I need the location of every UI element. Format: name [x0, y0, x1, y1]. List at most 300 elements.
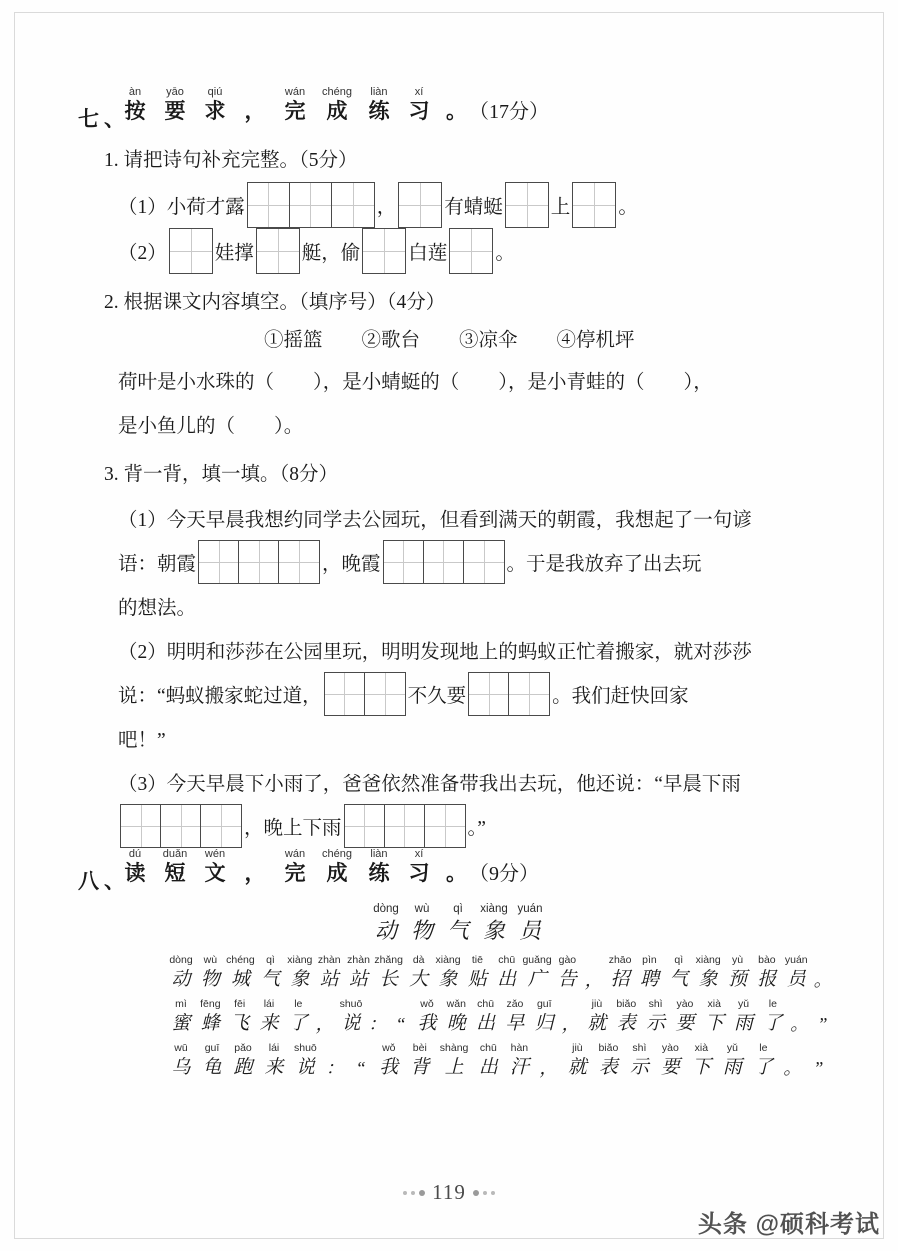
grid-cell[interactable]: [257, 229, 299, 273]
hanzi: 员: [786, 969, 806, 990]
pinyin: guī: [536, 998, 552, 1010]
hanzi: 站: [349, 969, 369, 990]
title-char: [242, 861, 268, 887]
hanzi: 完: [284, 100, 306, 123]
pinyin: bào: [758, 954, 776, 966]
pinyin: duǎn: [162, 848, 188, 860]
hanzi: 物: [410, 918, 433, 943]
hanzi: 按: [124, 100, 146, 123]
pinyin: biǎo: [598, 1042, 619, 1054]
pinyin: qì: [266, 954, 275, 966]
title-char: [282, 86, 308, 125]
passage-char: [597, 1041, 619, 1081]
hanzi: 背: [410, 1057, 430, 1078]
pinyin: àn: [128, 86, 142, 98]
title-char: [322, 848, 352, 887]
passage-char: [791, 997, 807, 1037]
pinyin: jiù: [572, 1042, 583, 1054]
pinyin: fēi: [234, 998, 246, 1010]
pinyin: chéng: [322, 848, 352, 860]
hanzi: ，: [584, 970, 603, 990]
passage-body: [78, 953, 838, 1081]
passage-char: [317, 997, 333, 1037]
title-char: [122, 848, 148, 887]
pinyin: qì: [453, 903, 463, 915]
passage-char: [690, 1041, 712, 1081]
line-text: 。: [618, 197, 638, 218]
passage-char: [294, 1041, 317, 1081]
grid-cell[interactable]: [385, 805, 425, 847]
passage-char: [815, 953, 831, 993]
answer-grid[interactable]: [247, 182, 375, 228]
passage-char: [259, 953, 281, 993]
pinyin: [592, 953, 595, 967]
hanzi: 要: [660, 1057, 680, 1078]
passage-char: [466, 953, 488, 993]
hanzi: 就: [587, 1013, 607, 1034]
pinyin: jiù: [591, 998, 603, 1010]
answer-grid[interactable]: [324, 672, 406, 716]
pinyin: pìn: [642, 954, 657, 966]
pinyin: xiàng: [480, 903, 508, 915]
hanzi: 我: [417, 1013, 437, 1034]
pinyin: [323, 997, 326, 1011]
pinyin: guǎng: [522, 954, 552, 966]
q7-3-2c: [118, 716, 838, 760]
hanzi: 雨: [734, 1013, 754, 1034]
pinyin: [821, 953, 824, 967]
hanzi: 大: [409, 969, 429, 990]
line-text: （2）: [118, 243, 167, 264]
hanzi: 上: [444, 1057, 464, 1078]
pinyin: [547, 1041, 550, 1055]
hanzi: ，: [315, 1014, 334, 1034]
passage-char: [586, 953, 602, 993]
hanzi: 贴: [467, 969, 487, 990]
passage-char: [815, 997, 831, 1037]
passage-char: [697, 953, 719, 993]
hanzi: 动: [374, 918, 397, 943]
answer-grid[interactable]: [198, 540, 320, 584]
pinyin: guī: [204, 1042, 220, 1054]
line-text: （1）今天早晨我想约同学去公园玩，但看到满天的朝霞，我想起了一句谚: [118, 510, 752, 531]
grid-cell[interactable]: [239, 541, 279, 583]
hanzi: 习: [408, 100, 430, 123]
q7-1-1: [118, 182, 838, 228]
pinyin: dòng: [373, 903, 399, 915]
hanzi: 出: [478, 1057, 498, 1078]
grid-cell[interactable]: [201, 805, 241, 847]
section-title-period: 。: [445, 862, 467, 885]
pinyin: xiàng: [435, 954, 461, 966]
grid-cell[interactable]: [332, 183, 374, 227]
passage-line-1: [170, 953, 838, 993]
line-text: 白莲: [408, 243, 448, 264]
hanzi: 来: [264, 1057, 284, 1078]
passage-char: [733, 997, 755, 1037]
hanzi: 聘: [639, 969, 659, 990]
passage-char: [353, 1041, 369, 1081]
passage-char: [199, 997, 221, 1037]
hanzi: 飞: [230, 1013, 250, 1034]
grid-cell[interactable]: [506, 183, 548, 227]
hanzi: 跑: [233, 1057, 253, 1078]
hanzi: “: [355, 1058, 366, 1078]
pinyin: wǒ: [420, 998, 434, 1010]
grid-cell[interactable]: [399, 183, 441, 227]
passage-char: [721, 1041, 743, 1081]
hanzi: 招: [610, 969, 630, 990]
hanzi: 蜜: [171, 1013, 191, 1034]
title-char: [406, 86, 432, 125]
passage-char: [318, 953, 340, 993]
passage-line-2: [170, 997, 838, 1037]
hanzi: 晚: [446, 1013, 466, 1034]
pinyin: lái: [268, 1042, 280, 1054]
answer-grid[interactable]: [120, 804, 242, 848]
grid-cell[interactable]: [363, 229, 405, 273]
hanzi: 成: [326, 862, 348, 885]
grid-cell[interactable]: [469, 673, 509, 715]
pinyin: zhǎng: [374, 954, 403, 966]
hanzi: 短: [164, 862, 186, 885]
hanzi: 象: [482, 918, 505, 943]
line-text: ，晚霞: [322, 554, 381, 575]
pinyin: dòng: [169, 954, 193, 966]
hanzi: 我: [379, 1057, 399, 1078]
pinyin: biǎo: [616, 998, 637, 1010]
grid-cell[interactable]: [248, 183, 290, 227]
answer-grid[interactable]: [344, 804, 466, 848]
hanzi: 完: [284, 862, 306, 885]
hanzi: 气: [669, 969, 689, 990]
line-text: 不久要: [407, 686, 467, 707]
section-score: （17分）: [468, 101, 549, 123]
hanzi: 习: [408, 862, 430, 885]
section-7-heading: [78, 86, 838, 132]
answer-grid[interactable]: [169, 228, 213, 274]
grid-cell[interactable]: [161, 805, 201, 847]
passage-char: [659, 1041, 681, 1081]
line-text: 娃撑: [214, 243, 254, 264]
grid-cell[interactable]: [509, 673, 549, 715]
hanzi: 气: [446, 918, 469, 943]
answer-grid[interactable]: [362, 228, 406, 274]
hanzi: 动: [171, 969, 191, 990]
hanzi: 预: [728, 969, 748, 990]
q7-3-2a: [118, 628, 838, 672]
pinyin: wù: [414, 903, 430, 915]
pinyin: xí: [414, 848, 424, 860]
footer-dots-left: [403, 1190, 425, 1196]
answer-grid[interactable]: [383, 540, 505, 584]
hanzi: 象: [438, 969, 458, 990]
passage-char: [416, 997, 438, 1037]
q7-3-1b: [118, 540, 838, 584]
page-footer: [0, 1180, 898, 1205]
pinyin: xiàng: [287, 954, 313, 966]
passage-char: [674, 997, 696, 1037]
hanzi: ：: [325, 1058, 344, 1078]
hanzi: 告: [557, 969, 577, 990]
pinyin: chū: [477, 998, 495, 1010]
pinyin: hàn: [510, 1042, 529, 1054]
grid-cell[interactable]: [464, 541, 504, 583]
hanzi: ，: [244, 862, 266, 885]
pinyin: chéng: [226, 954, 255, 966]
passage-char: [566, 1041, 588, 1081]
q7-3-3b: [118, 804, 838, 848]
pinyin: dà: [412, 954, 425, 966]
section-title-period: 。: [445, 100, 467, 123]
passage-char: [609, 953, 631, 993]
hanzi: 象: [698, 969, 718, 990]
page-content: [78, 86, 838, 1083]
passage-line-3: [170, 1041, 838, 1081]
hanzi: 求: [204, 100, 226, 123]
answer-grid[interactable]: [505, 182, 549, 228]
line-text: 吧！”: [118, 730, 166, 751]
hanzi: 了: [763, 1013, 783, 1034]
hanzi: 。: [813, 970, 832, 990]
passage-char: [762, 997, 784, 1037]
pinyin: [359, 1041, 362, 1055]
title-char: [202, 848, 228, 887]
footer-dots-right: [473, 1190, 495, 1196]
passage-char: [810, 1041, 826, 1081]
grid-cell[interactable]: [450, 229, 492, 273]
hanzi: 城: [230, 969, 250, 990]
pinyin: shuō: [294, 1042, 317, 1054]
hanzi: 。: [783, 1058, 802, 1078]
passage-char: [170, 953, 192, 993]
passage-char: [668, 953, 690, 993]
hanzi: ”: [817, 1014, 828, 1034]
q7-2-1: [118, 358, 838, 402]
hanzi: 出: [476, 1013, 496, 1034]
pinyin: fēng: [200, 998, 221, 1010]
answer-grid[interactable]: [256, 228, 300, 274]
q7-2-options: ①摇篮 ②歌台 ③凉伞 ④停机坪: [264, 330, 635, 351]
line-text: ，晚上下雨: [244, 818, 342, 839]
grid-cell[interactable]: [279, 541, 319, 583]
pinyin: yǔ: [738, 998, 750, 1010]
hanzi: 气: [260, 969, 280, 990]
pinyin: [798, 997, 801, 1011]
hanzi: 龟: [202, 1057, 222, 1078]
passage-char: [783, 1041, 801, 1081]
answer-grid[interactable]: [398, 182, 442, 228]
pinyin: yāo: [166, 86, 184, 98]
passage-title-char: [479, 902, 509, 945]
pinyin: lái: [263, 998, 275, 1010]
hanzi: 归: [534, 1013, 554, 1034]
q7-3-1c: [118, 584, 838, 628]
pinyin: le: [759, 1042, 768, 1054]
passage-char: [437, 953, 459, 993]
pinyin: wán: [284, 848, 306, 860]
passage-char: [326, 1041, 344, 1081]
grid-cell[interactable]: [325, 673, 365, 715]
hanzi: 就: [567, 1057, 587, 1078]
q7-3-3a: [118, 760, 838, 804]
pinyin: wù: [203, 954, 218, 966]
line-text: 荷叶是小水珠的（ ），是小蜻蜓的（ ），是小青蛙的（ ），: [118, 372, 713, 393]
pinyin: bèi: [412, 1042, 427, 1054]
grid-cell[interactable]: [199, 541, 239, 583]
grid-cell[interactable]: [573, 183, 615, 227]
title-char: [202, 86, 228, 125]
pinyin: qiú: [207, 86, 223, 98]
passage-title-char: [407, 902, 437, 945]
hanzi: 站: [319, 969, 339, 990]
pinyin: wǎn: [446, 998, 466, 1010]
passage-char: [756, 953, 778, 993]
pinyin: shì: [648, 998, 663, 1010]
hanzi: 要: [164, 100, 186, 123]
watermark: 头条 @硕科考试: [697, 1211, 880, 1238]
pinyin: [399, 997, 402, 1011]
page-number: 119: [432, 1180, 466, 1204]
pinyin: yào: [661, 1042, 679, 1054]
section-number: 八、: [78, 870, 130, 893]
line-text: 上: [550, 197, 571, 218]
hanzi: 练: [368, 100, 390, 123]
grid-cell[interactable]: [365, 673, 405, 715]
passage-char: [496, 953, 518, 993]
pinyin: wán: [284, 86, 306, 98]
pinyin: wū: [174, 1042, 188, 1054]
hanzi: 来: [259, 1013, 279, 1034]
pinyin: liàn: [370, 848, 388, 860]
passage-char: [409, 1041, 431, 1081]
pinyin: chū: [479, 1042, 497, 1054]
passage-char: [477, 1041, 499, 1081]
pinyin: zhāo: [608, 954, 632, 966]
pinyin: wén: [204, 848, 226, 860]
pinyin: [376, 997, 379, 1011]
title-char: [282, 848, 308, 887]
hanzi: 要: [675, 1013, 695, 1034]
pinyin: yào: [676, 998, 694, 1010]
hanzi: 下: [704, 1013, 724, 1034]
pinyin: le: [768, 998, 777, 1010]
pinyin: yuán: [784, 954, 808, 966]
line-text: 。我们赶快回家: [552, 686, 689, 707]
hanzi: 说: [295, 1057, 315, 1078]
q7-1-2: [118, 228, 838, 274]
hanzi: ”: [813, 1058, 824, 1078]
hanzi: 读: [124, 862, 146, 885]
hanzi: ，: [561, 1014, 580, 1034]
hanzi: 物: [200, 969, 220, 990]
q7-3-1a: [118, 496, 838, 540]
passage-char: [229, 997, 251, 1037]
line-text: 说：“蚂蚁搬家蛇过道，: [118, 686, 322, 707]
pinyin: chū: [498, 954, 516, 966]
passage-char: [628, 1041, 650, 1081]
pinyin: gào: [558, 954, 577, 966]
line-text: 语：朝霞: [118, 554, 197, 575]
passage-title-char: [515, 902, 545, 945]
title-char: [242, 99, 268, 125]
pinyin: shì: [632, 1042, 647, 1054]
grid-cell[interactable]: [121, 805, 161, 847]
q7-3-title: 3. 背一背，填一填。（8分）: [104, 464, 339, 485]
hanzi: ，: [244, 100, 266, 123]
passage-char: [539, 1041, 557, 1081]
hanzi: 广: [527, 969, 547, 990]
passage-char: [258, 997, 280, 1037]
passage-char: [340, 997, 362, 1037]
hanzi: 练: [368, 862, 390, 885]
passage-title-char: [443, 902, 473, 945]
passage-char: [586, 997, 608, 1037]
pinyin: liàn: [370, 86, 388, 98]
grid-cell[interactable]: [384, 541, 424, 583]
answer-grid[interactable]: [449, 228, 493, 274]
hanzi: 表: [616, 1013, 636, 1034]
pinyin: zhàn: [347, 954, 370, 966]
passage-char: [475, 997, 497, 1037]
grid-cell[interactable]: [424, 541, 464, 583]
grid-cell[interactable]: [425, 805, 465, 847]
passage-char: [556, 953, 578, 993]
line-text: 。: [495, 243, 515, 264]
pinyin: le: [294, 998, 303, 1010]
passage-title-char: [371, 902, 401, 945]
pinyin: [817, 1041, 820, 1055]
title-char: [122, 86, 148, 125]
passage-char: [752, 1041, 774, 1081]
pinyin: yǔ: [726, 1042, 738, 1054]
hanzi: 蜂: [200, 1013, 220, 1034]
pinyin: zǎo: [506, 998, 524, 1010]
hanzi: 象: [290, 969, 310, 990]
pinyin: xiàng: [695, 954, 721, 966]
title-char: [366, 848, 392, 887]
pinyin: [791, 1041, 794, 1055]
line-text: 有蜻蜓: [444, 197, 503, 218]
pinyin: qì: [674, 954, 684, 966]
pinyin: zhàn: [317, 954, 341, 966]
pinyin: mì: [175, 998, 187, 1010]
grid-cell[interactable]: [170, 229, 212, 273]
answer-grid[interactable]: [572, 182, 616, 228]
grid-cell[interactable]: [290, 183, 332, 227]
pinyin: tiē: [471, 954, 483, 966]
title-char: [162, 848, 188, 887]
passage-char: [703, 997, 725, 1037]
pinyin: xià: [707, 998, 721, 1010]
section-title: [122, 86, 549, 125]
hanzi: 雨: [722, 1057, 742, 1078]
passage-char: [785, 953, 807, 993]
grid-cell[interactable]: [345, 805, 385, 847]
passage-char: [508, 1041, 530, 1081]
answer-grid[interactable]: [468, 672, 550, 716]
passage-char: [369, 997, 385, 1037]
line-text: 。于是我放弃了出去玩: [506, 554, 702, 575]
pinyin: [333, 1041, 336, 1055]
pinyin: chéng: [322, 86, 352, 98]
passage-char: [348, 953, 370, 993]
pinyin: wǒ: [382, 1042, 396, 1054]
pinyin: xí: [414, 86, 424, 98]
q7-3-2b: [118, 672, 838, 716]
passage-char: [440, 1041, 469, 1081]
passage-char: [289, 953, 311, 993]
